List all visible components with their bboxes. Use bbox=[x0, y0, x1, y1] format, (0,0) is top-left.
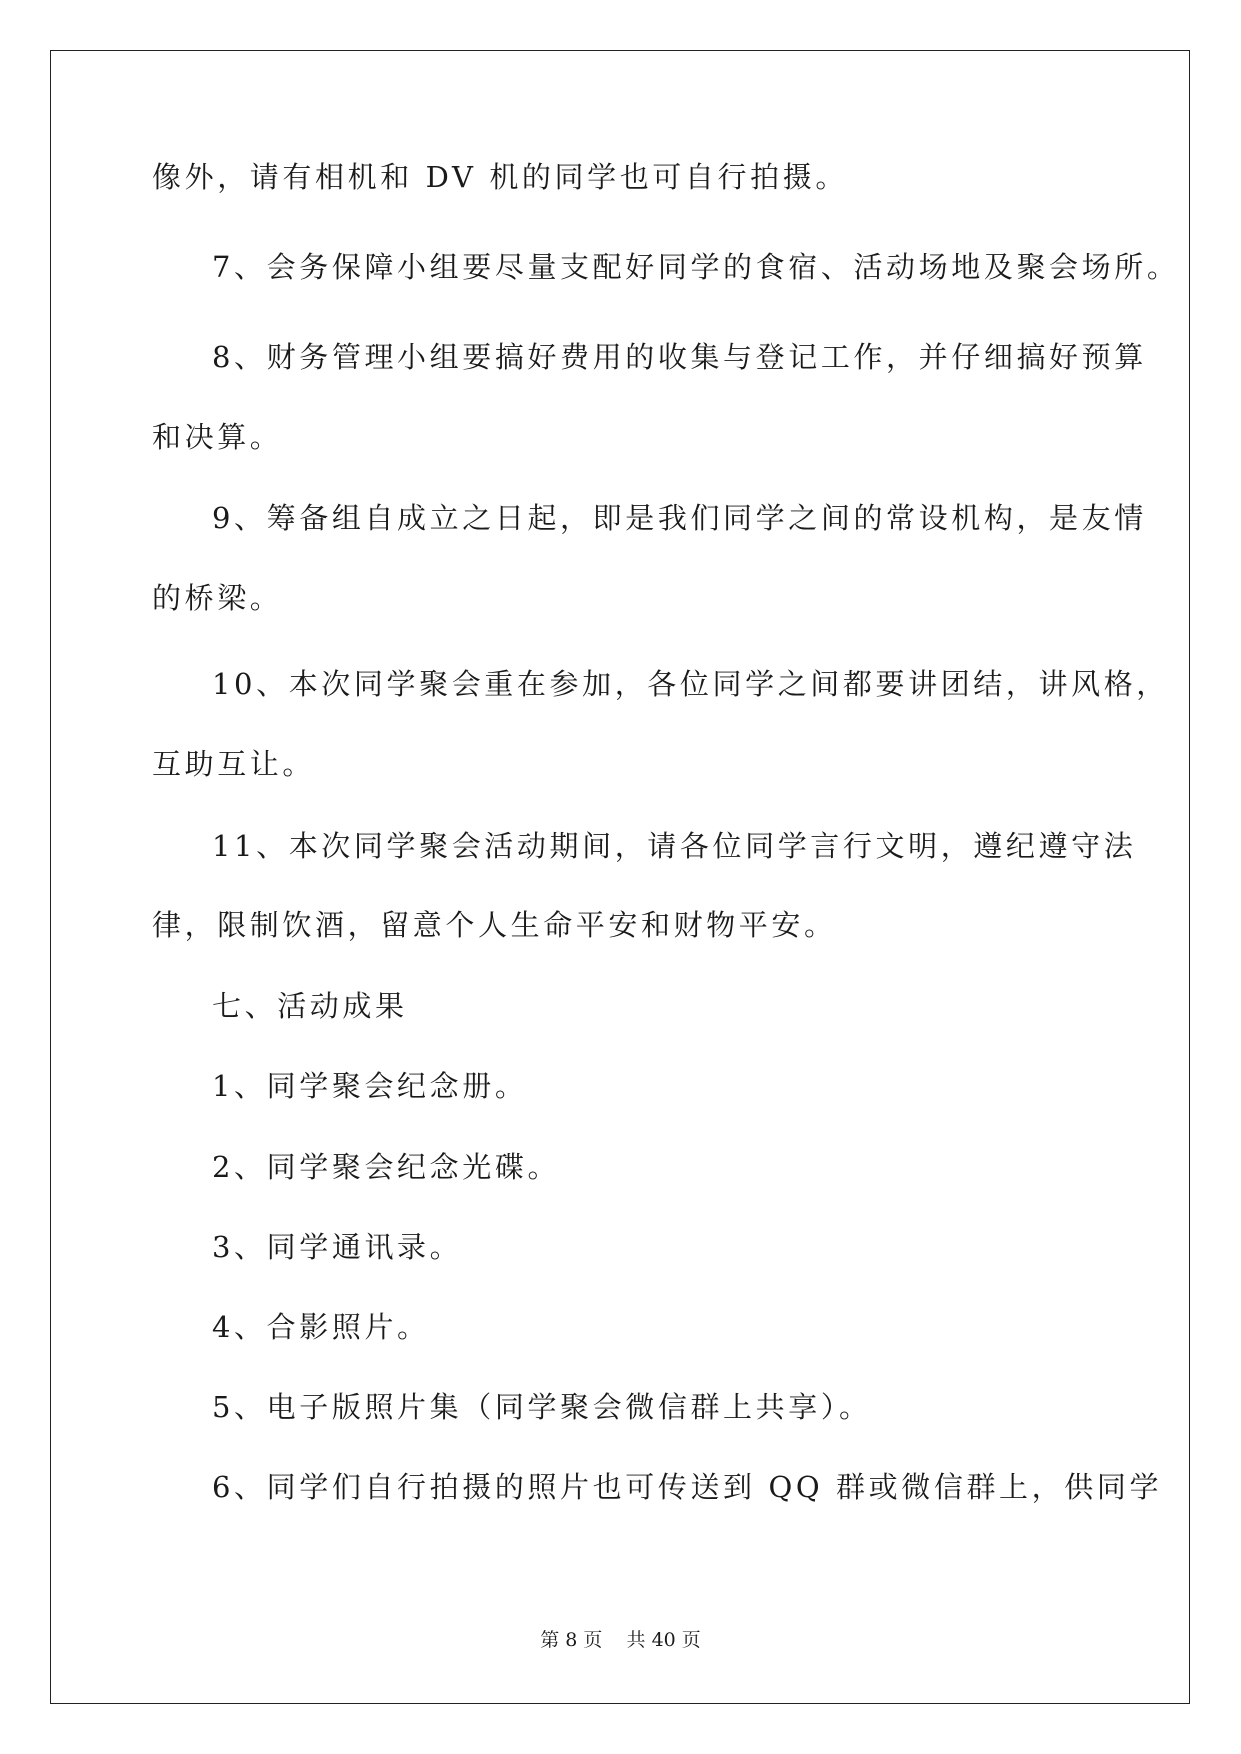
result-item-6: 6、同学们自行拍摄的照片也可传送到 QQ 群或微信群上，供同学 bbox=[212, 1470, 1163, 1504]
text-line-item-7: 7、会务保障小组要尽量支配好同学的食宿、活动场地及聚会场所。 bbox=[212, 250, 1180, 284]
result-item-4: 4、合影照片。 bbox=[212, 1310, 430, 1344]
text-line-item-11-cont: 律，限制饮酒，留意个人生命平安和财物平安。 bbox=[152, 908, 837, 942]
text-line-continuation-photo: 像外，请有相机和 DV 机的同学也可自行拍摄。 bbox=[152, 160, 848, 194]
page-footer: 第 8 页 共 40 页 bbox=[540, 1629, 701, 1651]
result-item-5: 5、电子版照片集（同学聚会微信群上共享）。 bbox=[212, 1390, 872, 1424]
text-line-item-10: 10、本次同学聚会重在参加，各位同学之间都要讲团结，讲风格， bbox=[212, 667, 1169, 701]
result-item-1: 1、同学聚会纪念册。 bbox=[212, 1069, 528, 1103]
section-heading-results: 七、活动成果 bbox=[212, 989, 408, 1023]
result-item-2: 2、同学聚会纪念光碟。 bbox=[212, 1150, 561, 1184]
result-item-3: 3、同学通讯录。 bbox=[212, 1230, 463, 1264]
page-border bbox=[50, 50, 1190, 1704]
text-line-item-8: 8、财务管理小组要搞好费用的收集与登记工作，并仔细搞好预算 bbox=[212, 340, 1147, 374]
text-line-item-9-cont: 的桥梁。 bbox=[152, 581, 283, 615]
text-line-item-8-cont: 和决算。 bbox=[152, 420, 283, 454]
text-line-item-9: 9、筹备组自成立之日起，即是我们同学之间的常设机构，是友情 bbox=[212, 501, 1147, 535]
text-line-item-11: 11、本次同学聚会活动期间，请各位同学言行文明，遵纪遵守法 bbox=[212, 829, 1137, 863]
text-line-item-10-cont: 互助互让。 bbox=[152, 747, 316, 781]
